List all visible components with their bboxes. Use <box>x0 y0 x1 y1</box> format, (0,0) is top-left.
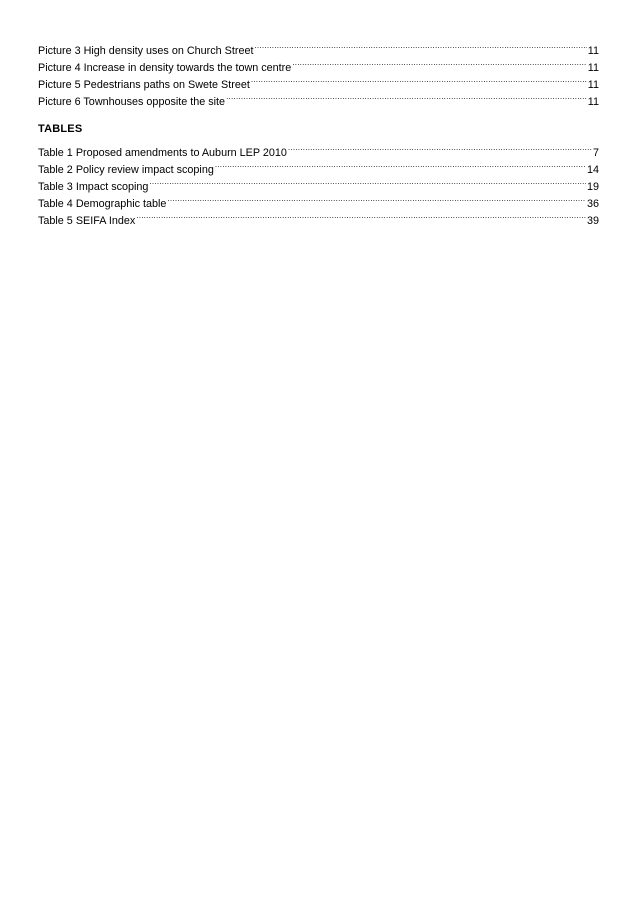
pictures-list <box>38 37 599 108</box>
toc-entry-title: Table 3 Impact scoping <box>38 181 149 193</box>
toc-entry-page-number: 11 <box>587 79 599 91</box>
tables-heading: TABLES <box>38 123 83 135</box>
toc-entry-page-number: 14 <box>586 164 599 176</box>
dot-leader <box>292 54 587 71</box>
dot-leader <box>167 190 586 207</box>
tables-list <box>38 139 599 227</box>
toc-entry-title: Table 5 SEIFA Index <box>38 215 136 227</box>
toc-entry-picture-3[interactable] <box>38 37 599 57</box>
dot-leader <box>254 37 586 54</box>
toc-entry-page-number: 11 <box>587 62 599 74</box>
dot-leader <box>136 207 586 224</box>
toc-entry-title: Table 4 Demographic table <box>38 198 167 210</box>
toc-entry-title: Picture 6 Townhouses opposite the site <box>38 96 226 108</box>
toc-entry-page-number: 36 <box>586 198 599 210</box>
dot-leader <box>288 139 592 156</box>
toc-entry-title: Picture 3 High density uses on Church Street <box>38 45 254 57</box>
toc-entry-page-number: 19 <box>586 181 599 193</box>
toc-entry-page-number: 7 <box>592 147 599 159</box>
toc-entry-table-1[interactable] <box>38 139 599 159</box>
toc-entry-page-number: 39 <box>586 215 599 227</box>
dot-leader <box>251 71 587 88</box>
toc-entry-page-number: 11 <box>587 45 599 57</box>
dot-leader <box>149 173 586 190</box>
toc-entry-title: Picture 5 Pedestrians paths on Swete Street <box>38 79 250 91</box>
toc-entry-title: Table 2 Policy review impact scoping <box>38 164 214 176</box>
toc-entry-title: Table 1 Proposed amendments to Auburn LEP 2010 <box>38 147 287 159</box>
table-of-contents <box>38 37 599 227</box>
toc-entry-page-number: 11 <box>587 96 599 108</box>
toc-entry-title: Picture 4 Increase in density towards the town centre <box>38 62 292 74</box>
dot-leader <box>226 88 587 105</box>
dot-leader <box>215 156 586 173</box>
